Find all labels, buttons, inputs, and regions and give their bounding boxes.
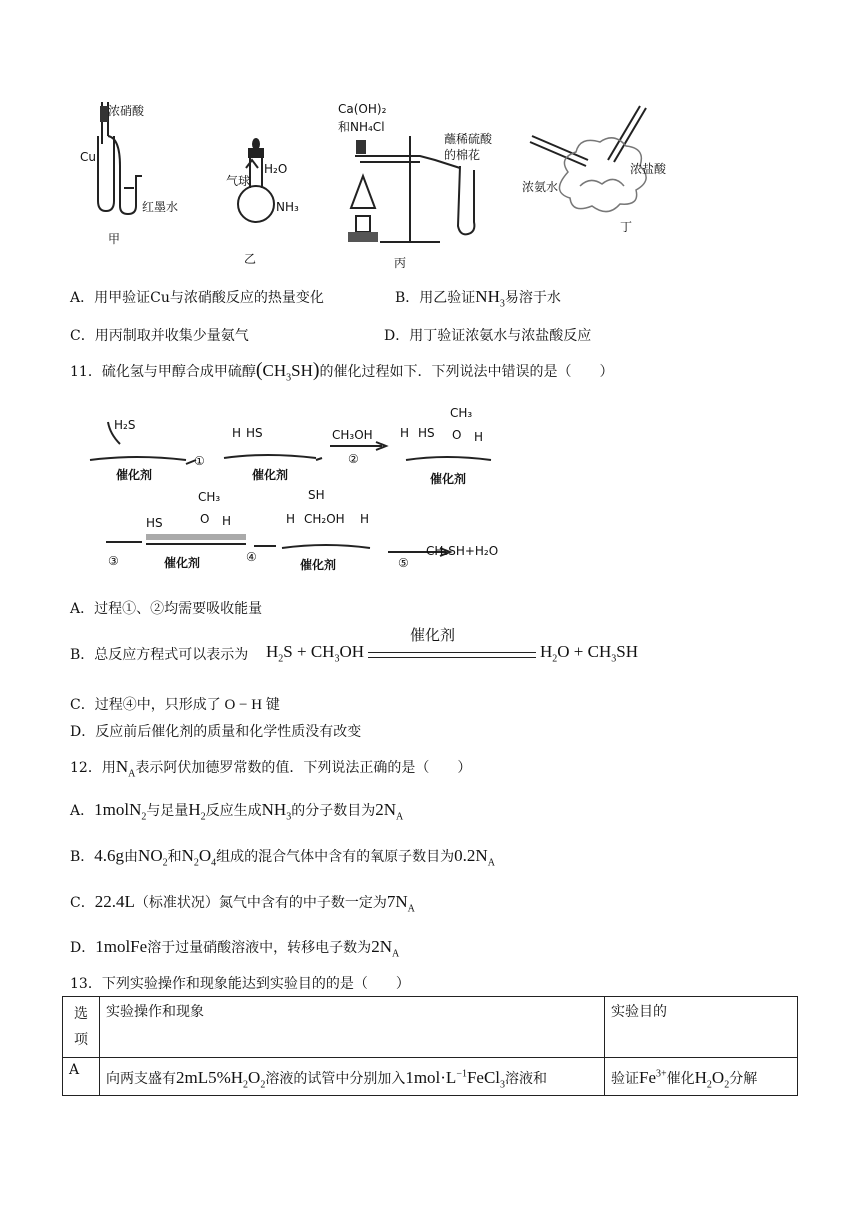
fig-catalyst-1: 催化剂 xyxy=(116,468,153,482)
q11-option-c: C．过程④中，只形成了 O − H 键 xyxy=(70,697,280,713)
label-conc-hcl: 浓盐酸 xyxy=(630,162,667,176)
fig-o-1: O xyxy=(452,428,462,442)
row-a-option: A xyxy=(63,1058,100,1096)
q12-option-d: D．1molFe溶于过量硝酸溶液中，转移电子数为$2N_A$ xyxy=(70,937,400,960)
q11-option-d: D．反应前后催化剂的质量和化学性质没有改变 xyxy=(70,724,362,740)
fig-ch2oh: CH₂OH xyxy=(304,512,345,526)
table-header-row xyxy=(63,997,798,1058)
header-operation: 实验操作和现象 xyxy=(100,997,605,1058)
q13-stem: 13．下列实验操作和现象能达到实验目的的是（ ） xyxy=(70,976,410,992)
header-purpose: 实验目的 xyxy=(605,997,798,1058)
fig-h-4: H xyxy=(222,514,232,528)
fig-h-3: H xyxy=(474,430,484,444)
fig-catalyst-5: 催化剂 xyxy=(300,558,337,572)
label-yi: 乙 xyxy=(244,252,257,266)
fig-h2s: H₂S xyxy=(114,418,136,432)
q12-option-a: A．1molN$_2$与足量$H_2$反应生成$NH_3$的分子数目为$2N_A$ xyxy=(70,800,404,823)
label-nh3: NH₃ xyxy=(276,200,299,214)
row-a-operation: 向两支盛有$2mL5\%H_2O_2$溶液的试管中分别加入$1mol\cdot L^{-1}FeCl_3$溶液和 xyxy=(100,1058,605,1096)
q11-stem: 11．硫化氢与甲醇合成甲硫醇$(CH_3SH)$的催化过程如下．下列说法中错误的是（ ） xyxy=(70,359,614,384)
q10-option-b: B．用乙验证$NH_3$易溶于水 xyxy=(395,287,561,310)
label-bing: 丙 xyxy=(394,256,407,270)
fig-step1: ① xyxy=(194,454,205,468)
fig-o-2: O xyxy=(200,512,210,526)
fig-hs-1: HS xyxy=(246,426,263,440)
fig-products: CH₃SH+H₂O xyxy=(426,544,499,558)
q12-option-c: C．22.4L（标准状况）氮气中含有的中子数一定为$7N_A$ xyxy=(70,892,415,915)
label-conc-ammonia: 浓氨水 xyxy=(522,180,559,194)
table-row xyxy=(63,1058,798,1096)
apparatus-figure-row xyxy=(80,96,692,276)
fig-step4: ④ xyxy=(246,550,257,564)
fig-h-2: H xyxy=(400,426,410,440)
fig-h-1: H xyxy=(232,426,242,440)
fig-catalyst-3: 催化剂 xyxy=(430,472,467,486)
catalysis-diagram xyxy=(86,404,516,580)
fig-ch3-1: CH₃ xyxy=(450,406,473,420)
fig-sh: SH xyxy=(308,488,325,502)
label-ding: 丁 xyxy=(620,220,633,234)
fig-step5: ⑤ xyxy=(398,556,409,570)
label-h2o: H₂O xyxy=(264,162,288,176)
fig-ch3oh: CH₃OH xyxy=(332,428,373,442)
label-red-ink: 红墨水 xyxy=(142,200,179,214)
row-a-purpose: 验证$Fe^{3+}$催化$H_2O_2$分解 xyxy=(605,1058,798,1096)
label-conc-nitric: 浓硝酸 xyxy=(108,104,145,118)
label-cotton-2: 的棉花 xyxy=(444,148,481,162)
label-reagent-2: 和NH₄Cl xyxy=(338,120,385,134)
q10-option-a: A．用甲验证Cu与浓硝酸反应的热量变化 xyxy=(70,290,324,306)
label-balloon: 气球 xyxy=(226,174,251,188)
fig-ch3-2: CH₃ xyxy=(198,490,221,504)
q10-option-c: C．用丙制取并收集少量氨气 xyxy=(70,328,249,344)
header-option: 选 项 xyxy=(63,997,100,1058)
fig-hs-2: HS xyxy=(418,426,435,440)
fig-catalyst-4: 催化剂 xyxy=(164,556,201,570)
fig-h-6: H xyxy=(360,512,370,526)
label-cotton-1: 蘸稀硫酸 xyxy=(444,132,493,146)
label-reagent-1: Ca(OH)₂ xyxy=(338,102,387,116)
fig-hs-3: HS xyxy=(146,516,163,530)
q12-option-b: B．4.6g由$NO_2$和$N_2O_4$组成的混合气体中含有的氧原子数目为$0.2N_A$ xyxy=(70,846,495,869)
label-cu: Cu xyxy=(80,150,96,164)
fig-step3: ③ xyxy=(108,554,119,568)
q11-option-a: A．过程①、②均需要吸收能量 xyxy=(70,601,263,617)
fig-step2: ② xyxy=(348,452,359,466)
q12-stem: 12．用$N_A$表示阿伏加德罗常数的值．下列说法正确的是（ ） xyxy=(70,757,472,780)
apparatus-drawings xyxy=(80,96,692,276)
q10-option-d: D．用丁验证浓氨水与浓盐酸反应 xyxy=(384,328,592,344)
fig-h-5: H xyxy=(286,512,296,526)
fig-catalyst-2: 催化剂 xyxy=(252,468,289,482)
experiment-table xyxy=(62,996,798,1096)
label-jia: 甲 xyxy=(108,232,121,246)
